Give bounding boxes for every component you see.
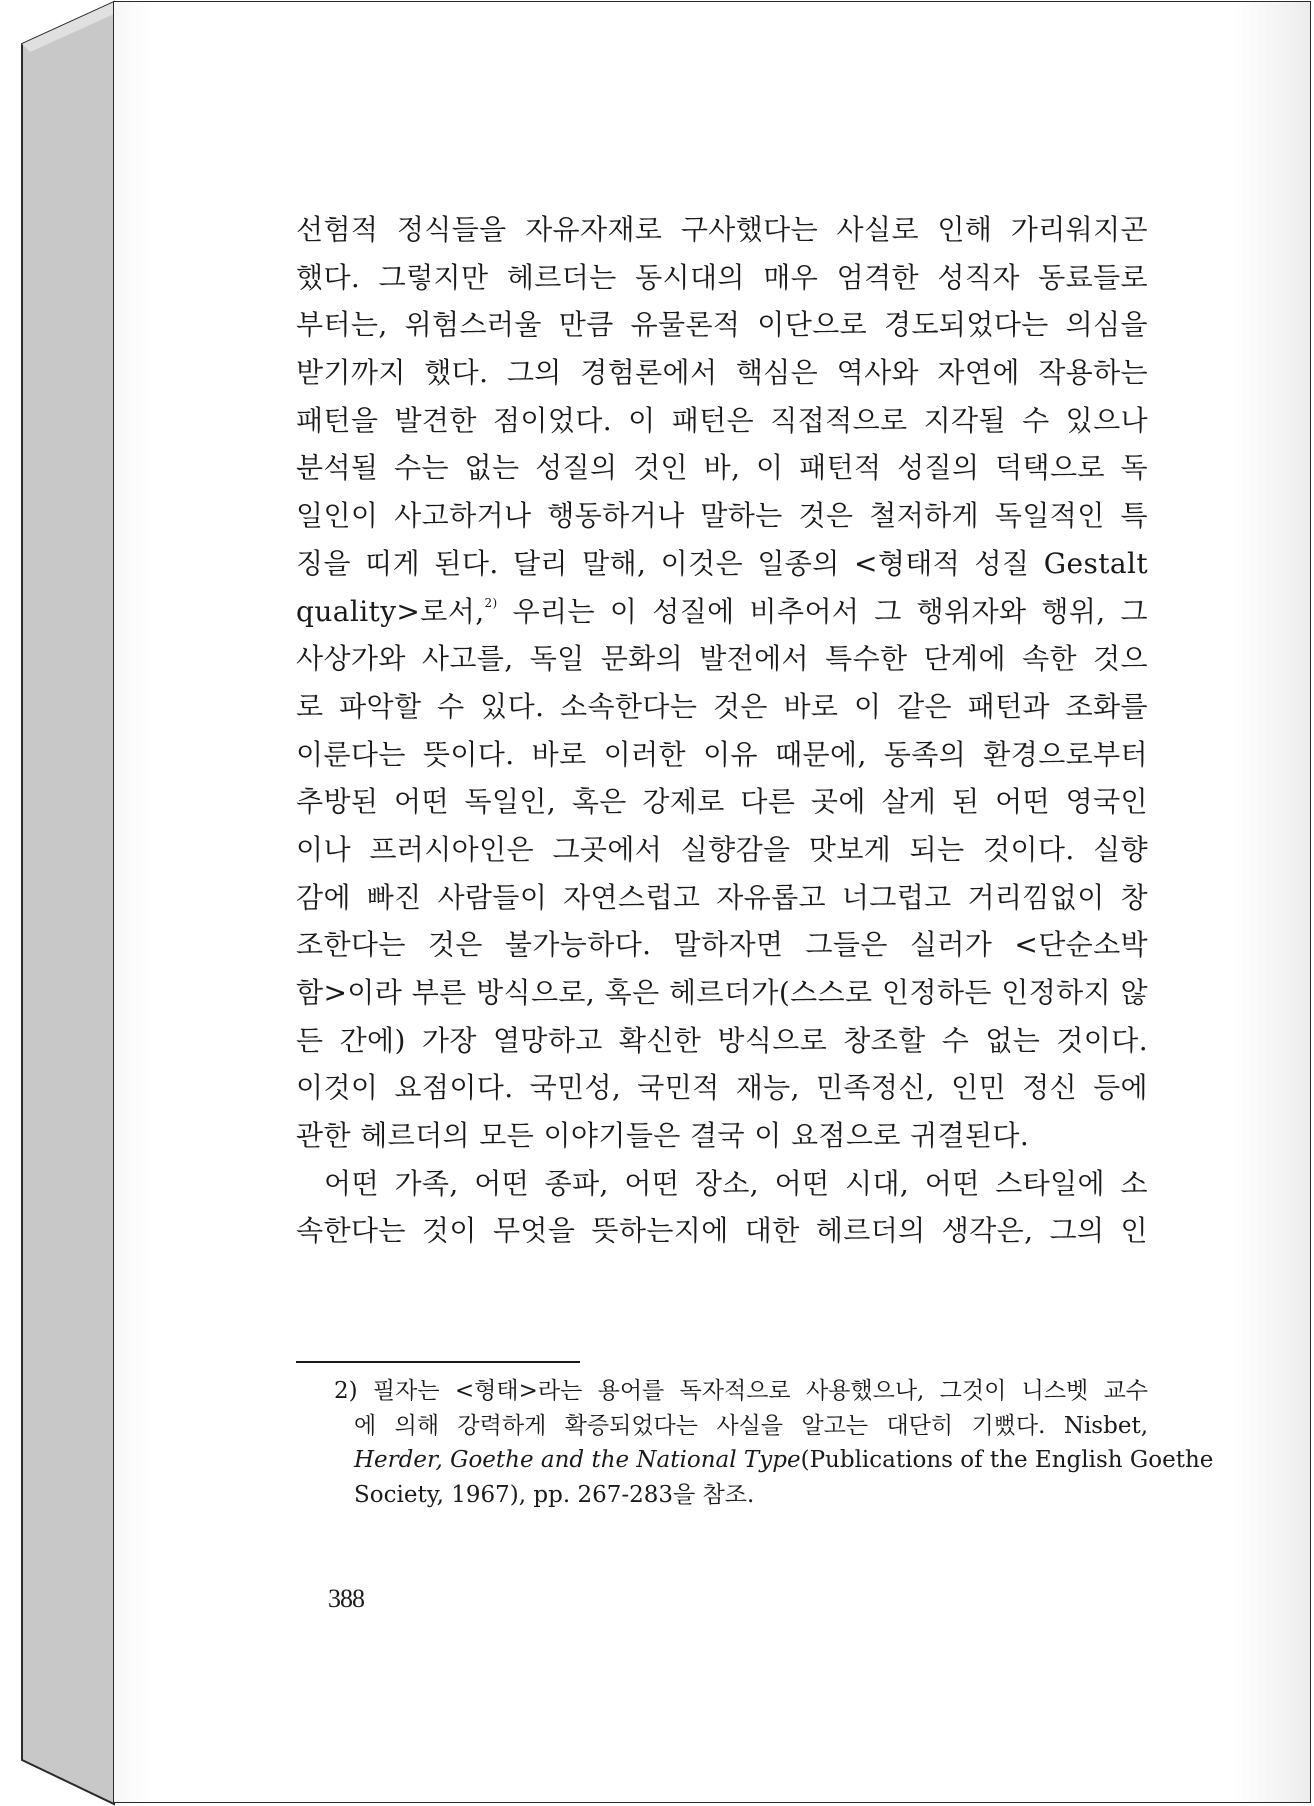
page-number: 388 bbox=[328, 1584, 364, 1613]
book-title: Herder, Goethe and the National Type bbox=[354, 1447, 801, 1473]
text-line: 징을 띠게 된다. 달리 말해, 이것은 일종의 <형태적 성질 Gestalt bbox=[296, 546, 1148, 580]
text-line-with-footnote bbox=[296, 588, 1148, 636]
footnote bbox=[334, 1374, 1214, 1512]
text-line: 든 간에) 가장 열망하고 확신한 방식으로 창조할 수 없는 것이다. bbox=[296, 1023, 1148, 1057]
body-text bbox=[296, 206, 1148, 1255]
footnote-line bbox=[340, 1443, 1214, 1478]
text-fragment: quality>로서, bbox=[296, 594, 485, 628]
text-line: 조한다는 것은 불가능하다. 말하자면 그들은 실러가 <단순소박 bbox=[296, 928, 1148, 962]
footnote-line bbox=[334, 1374, 1148, 1409]
text-line: 관한 헤르더의 모든 이야기들은 결국 이 요점으로 귀결된다. bbox=[296, 1119, 1030, 1153]
text-line: 이룬다는 뜻이다. 바로 이러한 이유 때문에, 동족의 환경으로부터 bbox=[296, 737, 1148, 771]
text-line: 일인이 사고하거나 행동하거나 말하는 것은 철저하게 독일적인 특 bbox=[296, 499, 1148, 533]
footnote-text: (Publications of the English Goethe bbox=[800, 1447, 1214, 1473]
text-line: 속한다는 것이 무엇을 뜻하는지에 대한 헤르더의 생각은, 그의 인 bbox=[296, 1214, 1148, 1248]
footnote-line: Society, 1967), pp. 267-283을 참조. bbox=[354, 1481, 755, 1508]
text-line: 패턴을 발견한 점이었다. 이 패턴은 직접적으로 지각될 수 있으나 bbox=[296, 403, 1148, 437]
text-line: 사상가와 사고를, 독일 문화의 발전에서 특수한 단계에 속한 것으 bbox=[296, 642, 1148, 676]
footnote-marker: 2) bbox=[334, 1378, 358, 1404]
text-line: 로 파악할 수 있다. 소속한다는 것은 바로 이 같은 패턴과 조화를 bbox=[296, 689, 1148, 723]
footnote-text: 필자는 <형태>라는 용어를 독자적으로 사용했으나, 그것이 니스벳 교수 bbox=[372, 1378, 1149, 1404]
footnote-reference: 2) bbox=[484, 595, 498, 610]
footnote-divider bbox=[296, 1361, 580, 1363]
paragraph-start-line: 어떤 가족, 어떤 종파, 어떤 장소, 어떤 시대, 어떤 스타일에 소 bbox=[324, 1166, 1148, 1200]
text-line: 감에 빠진 사람들이 자연스럽고 자유롭고 너그럽고 거리낌없이 창 bbox=[296, 880, 1148, 914]
text-line: 받기까지 했다. 그의 경험론에서 핵심은 역사와 자연에 작용하는 bbox=[296, 356, 1148, 390]
footnote-line: 에 의해 강력하게 확증되었다는 사실을 알고는 대단히 기뻤다. Nisbet, bbox=[354, 1412, 1148, 1439]
text-line: 이것이 요점이다. 국민성, 국민적 재능, 민족정신, 인민 정신 등에 bbox=[296, 1071, 1148, 1105]
text-line: 이나 프러시아인은 그곳에서 실향감을 맛보게 되는 것이다. 실향 bbox=[296, 832, 1148, 866]
text-fragment: 우리는 이 성질에 비추어서 그 행위자와 행위, 그 bbox=[512, 594, 1148, 628]
text-line: 추방된 어떤 독일인, 혹은 강제로 다른 곳에 살게 된 어떤 영국인 bbox=[296, 785, 1148, 819]
text-line: 함>이라 부른 방식으로, 혹은 헤르더가(스스로 인정하든 인정하지 않 bbox=[296, 976, 1148, 1009]
text-line: 선험적 정식들을 자유자재로 구사했다는 사실로 인해 가리워지곤 bbox=[296, 213, 1148, 246]
text-line: 했다. 그렇지만 헤르더는 동시대의 매우 엄격한 성직자 동료들로 bbox=[296, 260, 1148, 294]
text-line: 분석될 수는 없는 성질의 것인 바, 이 패턴적 성질의 덕택으로 독 bbox=[296, 451, 1148, 485]
text-line: 부터는, 위험스러울 만큼 유물론적 이단으로 경도되었다는 의심을 bbox=[296, 308, 1148, 342]
